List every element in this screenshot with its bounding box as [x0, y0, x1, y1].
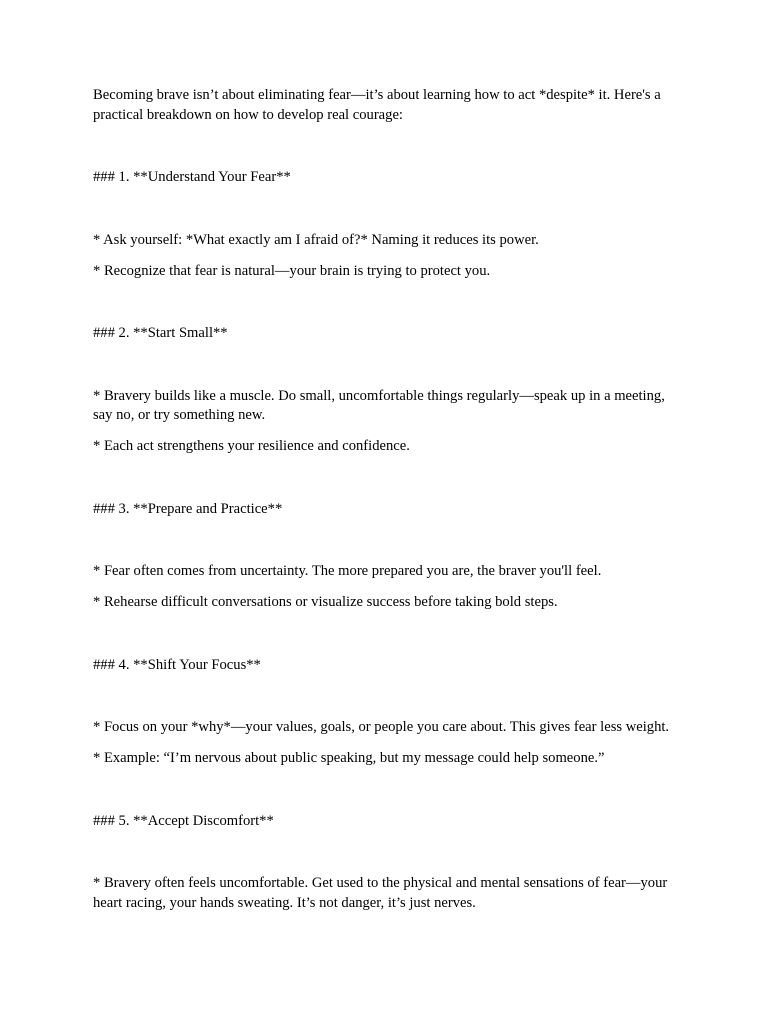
bullet-item: * Focus on your *why*—your values, goals, or people you care about. This gives fear less weight. [93, 719, 670, 735]
section-heading-3: ### 3. **Prepare and Practice** [93, 500, 283, 517]
bullet-item: * Fear often comes from uncertainty. The more prepared you are, the braver you'll feel. [93, 563, 602, 579]
bullet-item: * Ask yourself: *What exactly am I afraid of?* Naming it reduces its power. [93, 231, 539, 248]
bullet-item: * Example: “I’m nervous about public speaking, but my message could help someone.” [93, 750, 605, 766]
bullet-item: * Each act strengthens your resilience and confidence. [93, 438, 410, 454]
intro-paragraph: Becoming brave isn’t about eliminating fear—it’s about learning how to act *despite* it. Here's a practical breakdown on how to develop real courage: [93, 87, 661, 123]
bullet-item: * Bravery often feels uncomfortable. Get used to the physical and mental sensations of fear—your heart racing, your hands sweating. It’s not danger, it’s just nerves. [93, 875, 668, 911]
document-body [93, 86, 685, 925]
section-heading-2: ### 2. **Start Small** [93, 325, 228, 341]
section-heading-1: ### 1. **Understand Your Fear** [93, 169, 291, 185]
section-heading-4: ### 4. **Shift Your Focus** [93, 656, 261, 673]
bullet-item: * Recognize that fear is natural—your brain is trying to protect you. [93, 262, 491, 279]
bullet-item: * Rehearse difficult conversations or visualize success before taking bold steps. [93, 594, 558, 610]
bullet-item: * Bravery builds like a muscle. Do small, uncomfortable things regularly—speak up in a meeting, say no, or try something new. [93, 387, 665, 423]
section-heading-5: ### 5. **Accept Discomfort** [93, 812, 274, 829]
